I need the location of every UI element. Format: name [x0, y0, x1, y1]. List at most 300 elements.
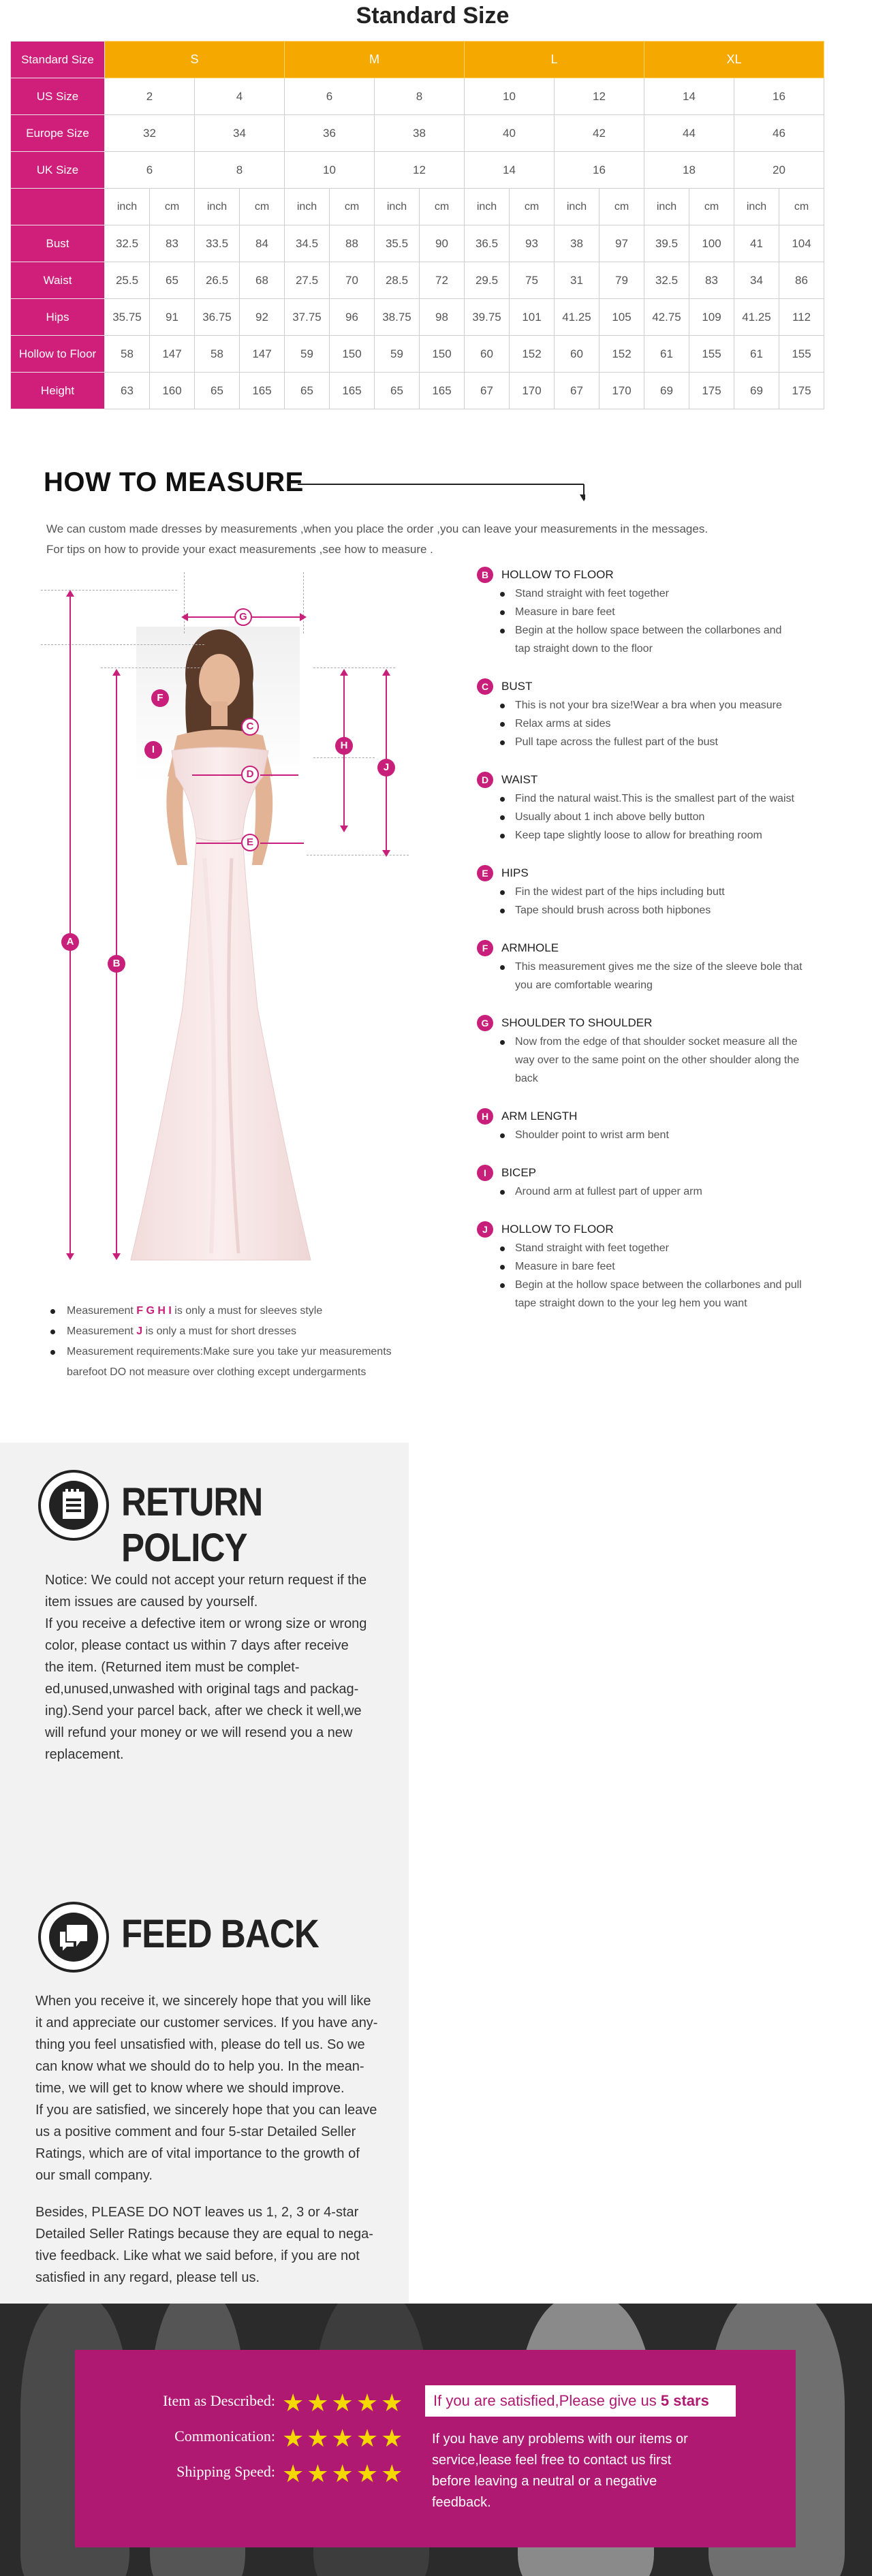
measure-cell: 175	[689, 373, 734, 409]
measure-cell: 70	[330, 262, 375, 299]
measure-cell: 101	[510, 299, 555, 336]
guide-line	[184, 572, 185, 633]
measure-cell: 147	[150, 336, 195, 373]
measure-cell: 41.25	[555, 299, 600, 336]
text-line: will refund your money or we will resend you a new	[45, 1725, 353, 1740]
text-line: before leaving a neutral or a negative	[432, 2474, 657, 2489]
measure-badge-d: D	[241, 766, 259, 783]
size-row	[11, 78, 824, 115]
size-cell: 40	[465, 115, 555, 152]
measurement-heading	[477, 770, 845, 789]
measure-row	[11, 299, 824, 336]
text-line: the item. (Returned item must be complet-	[45, 1660, 300, 1675]
measure-cell: 36.75	[195, 299, 240, 336]
measurement-bullet	[515, 584, 845, 603]
size-group-header: M	[285, 42, 465, 78]
row-label: Europe Size	[11, 115, 105, 152]
measure-cell: 100	[689, 225, 734, 262]
intro-line: We can custom made dresses by measurements ,when you place the order ,you can leave your measurements in the messages.	[46, 522, 708, 535]
measure-cell: 42.75	[644, 299, 689, 336]
measurement-letter-badge: D	[477, 772, 493, 788]
size-cell: 20	[734, 152, 824, 189]
measure-cell: 36.5	[465, 225, 510, 262]
measurement-notes	[46, 1301, 455, 1383]
guide-line	[303, 572, 304, 633]
text-line: Ratings, which are of vital importance to the growth of	[35, 2146, 360, 2161]
measurement-bullet	[515, 1182, 845, 1201]
size-chart-title: Standard Size	[356, 3, 510, 29]
measure-cell: 61	[734, 336, 779, 373]
note-letters: F G H I	[136, 1305, 172, 1317]
measure-cell: 109	[689, 299, 734, 336]
measure-cell: 41	[734, 225, 779, 262]
dress-measurement-figure	[41, 572, 463, 1294]
note-text: Measurement	[67, 1325, 137, 1337]
feedback-text	[35, 1990, 403, 2186]
measurement-letter-badge: H	[477, 1108, 493, 1125]
bullet-text: Keep tape slightly loose to allow for breathing room	[515, 830, 762, 841]
measurement-letter-badge: B	[477, 567, 493, 583]
size-cell: 6	[105, 152, 195, 189]
bullet-text: Measure in bare feet	[515, 1261, 615, 1272]
row-label: UK Size	[11, 152, 105, 189]
measurement-bullet	[515, 621, 845, 658]
bullet-text: back	[515, 1073, 538, 1084]
measure-cell: 86	[779, 262, 824, 299]
title-arrow-icon	[298, 482, 585, 503]
arrow-up-icon	[340, 669, 348, 676]
measure-cell: 150	[420, 336, 465, 373]
measure-cell: 68	[240, 262, 285, 299]
unit-cell: inch	[285, 189, 330, 225]
measure-badge-c: C	[241, 718, 259, 736]
dress-illustration	[41, 572, 463, 1294]
measurement-item	[477, 939, 845, 994]
unit-cell: cm	[150, 189, 195, 225]
measure-badge-i: I	[144, 741, 162, 759]
row-label: Bust	[11, 225, 105, 262]
five-stars-icon: ★★★★★	[282, 2460, 406, 2487]
measurement-bullet	[515, 901, 845, 920]
measurement-letter-badge: J	[477, 1221, 493, 1238]
unit-row	[11, 189, 824, 225]
measure-cell: 60	[555, 336, 600, 373]
bullet-text: Tape should brush across both hipbones	[515, 905, 711, 916]
bullet-text: Relax arms at sides	[515, 718, 611, 729]
size-cell: 32	[105, 115, 195, 152]
note-text: Measurement requirements:Make sure you take yur measurements	[67, 1346, 392, 1357]
bullet-text: This measurement gives me the size of the sleeve bole that	[515, 961, 803, 973]
measurement-bullet	[515, 789, 845, 808]
rating-label-wrap	[113, 2460, 275, 2487]
measurement-item	[477, 1163, 845, 1201]
return-policy-text	[45, 1569, 399, 1765]
measure-badge-e: E	[241, 834, 259, 851]
bullet-text: This is not your bra size!Wear a bra when you measure	[515, 700, 782, 711]
text-line: ed,unused,unwashed with original tags and packag-	[45, 1682, 359, 1697]
measure-cell: 90	[420, 225, 465, 262]
rating-label: Commonication:	[174, 2428, 275, 2445]
size-cell: 8	[195, 152, 285, 189]
rating-label: Item as Described:	[163, 2392, 275, 2409]
measure-cell: 112	[779, 299, 824, 336]
measure-cell: 155	[689, 336, 734, 373]
measurement-name: ARMHOLE	[501, 941, 559, 954]
return-policy-title: RETURN POLICY	[121, 1480, 263, 1570]
text-line: service,lease feel free to contact us first	[432, 2453, 672, 2468]
unit-cell: inch	[644, 189, 689, 225]
size-cell: 12	[555, 78, 644, 115]
measure-cell: 58	[195, 336, 240, 373]
measurement-heading	[477, 1107, 845, 1126]
size-cell: 16	[555, 152, 644, 189]
measurement-name: HIPS	[501, 866, 529, 879]
text-line: item issues are caused by yourself.	[45, 1595, 258, 1609]
arrow-up-icon	[112, 669, 121, 676]
measure-cell: 65	[285, 373, 330, 409]
unit-cell: cm	[510, 189, 555, 225]
arrow-right-icon	[300, 613, 307, 621]
text-line: feedback.	[432, 2495, 491, 2510]
size-cell: 44	[644, 115, 734, 152]
five-stars-icon: ★★★★★	[282, 2389, 406, 2417]
measure-cell: 35.75	[105, 299, 150, 336]
guide-line	[101, 667, 203, 668]
five-stars-icon: ★★★★★	[282, 2424, 406, 2452]
row-label: Hips	[11, 299, 105, 336]
guide-line	[41, 590, 177, 591]
measurement-name: BICEP	[501, 1166, 537, 1179]
measure-cell: 69	[734, 373, 779, 409]
measure-cell: 35.5	[375, 225, 420, 262]
note-item-continued	[46, 1362, 455, 1383]
corner-label: Standard Size	[11, 42, 105, 78]
hips-measure-line	[196, 843, 241, 844]
size-cell: 8	[375, 78, 465, 115]
size-row	[11, 115, 824, 152]
measure-cell: 92	[240, 299, 285, 336]
measurement-bullet	[515, 1257, 845, 1276]
measurement-bullets	[477, 696, 845, 751]
measure-cell: 93	[510, 225, 555, 262]
measure-cell: 72	[420, 262, 465, 299]
chat-bubble-icon	[38, 1902, 109, 1973]
measure-cell: 91	[150, 299, 195, 336]
measure-row	[11, 373, 824, 409]
arrow-down-icon	[382, 850, 390, 857]
measure-cell: 39.5	[644, 225, 689, 262]
measurement-heading	[477, 1014, 845, 1033]
measure-cell: 65	[195, 373, 240, 409]
bullet-text: you are comfortable wearing	[515, 979, 653, 991]
bullet-text: Shoulder point to wrist arm bent	[515, 1129, 669, 1141]
measurement-bullet	[515, 1033, 845, 1088]
size-cell: 14	[465, 152, 555, 189]
measurement-bullet	[515, 696, 845, 714]
note-text: is only a must for short dresses	[142, 1325, 297, 1337]
measure-cell: 75	[510, 262, 555, 299]
how-to-measure-title: HOW TO MEASURE	[44, 467, 304, 497]
measurement-bullets	[477, 1033, 845, 1088]
text-line: If you have any problems with our items or	[432, 2432, 688, 2447]
height-measure-line	[69, 593, 71, 1257]
measure-cell: 59	[285, 336, 330, 373]
note-text: barefoot DO not measure over clothing except undergarments	[67, 1366, 367, 1378]
arrow-up-icon	[66, 590, 74, 597]
measure-cell: 79	[600, 262, 644, 299]
size-group-header: S	[105, 42, 285, 78]
row-label: Hollow to Floor	[11, 336, 105, 373]
measure-cell: 88	[330, 225, 375, 262]
text-line: ing).Send your parcel back, after we check it well,we	[45, 1703, 362, 1718]
text-line: satisfied in any regard, please tell us.	[35, 2270, 260, 2285]
measure-cell: 155	[779, 336, 824, 373]
measurement-heading	[477, 1163, 845, 1182]
waist-measure-line	[260, 774, 298, 776]
hips-measure-line	[260, 843, 304, 844]
guide-line	[313, 667, 395, 668]
document-icon-inner	[49, 1481, 98, 1530]
rating-label-wrap	[113, 2389, 275, 2417]
measure-badge-g: G	[234, 608, 252, 626]
measurement-bullet	[515, 1126, 845, 1144]
size-cell: 38	[375, 115, 465, 152]
rating-row-shipping-speed	[113, 2460, 433, 2487]
unit-cell: inch	[105, 189, 150, 225]
measure-cell: 175	[779, 373, 824, 409]
measurement-heading	[477, 677, 845, 696]
size-cell: 34	[195, 115, 285, 152]
measure-cell: 25.5	[105, 262, 150, 299]
rating-banner	[0, 2304, 872, 2576]
size-cell: 10	[285, 152, 375, 189]
measurement-letter-badge: G	[477, 1015, 493, 1031]
policy-panel	[0, 1443, 409, 2304]
measurement-letter-badge: E	[477, 865, 493, 881]
measurement-name: SHOULDER TO SHOULDER	[501, 1016, 653, 1029]
size-cell: 14	[644, 78, 734, 115]
bullet-text: Fin the widest part of the hips including butt	[515, 886, 725, 898]
size-chart-table	[10, 41, 824, 409]
measurement-bullets	[477, 1182, 845, 1201]
measure-cell: 152	[600, 336, 644, 373]
measure-cell: 26.5	[195, 262, 240, 299]
text-line: If you receive a defective item or wrong size or wrong	[45, 1616, 367, 1631]
measurement-item	[477, 1014, 845, 1088]
chat-bubble-icon-glyph	[49, 1913, 98, 1962]
measurement-name: WAIST	[501, 773, 538, 786]
rating-row-item-described	[113, 2389, 433, 2417]
document-icon-glyph	[49, 1481, 98, 1530]
note-letters: J	[136, 1325, 143, 1337]
arrow-left-icon	[181, 613, 188, 621]
measurement-item	[477, 1220, 845, 1313]
measurement-item	[477, 770, 845, 845]
measure-cell: 147	[240, 336, 285, 373]
measurement-item	[477, 1107, 845, 1144]
measurement-heading	[477, 1220, 845, 1239]
measurement-letter-badge: I	[477, 1165, 493, 1181]
measure-cell: 96	[330, 299, 375, 336]
unit-cell: inch	[555, 189, 600, 225]
measurement-item	[477, 565, 845, 658]
measurement-item	[477, 677, 845, 751]
text-line: us a positive comment and four 5-star Detailed Seller	[35, 2124, 356, 2139]
size-cell: 42	[555, 115, 644, 152]
note-text: Measurement	[67, 1305, 137, 1317]
text-line: Besides, PLEASE DO NOT leaves us 1, 2, 3 or 4-star	[35, 2205, 359, 2220]
measure-cell: 104	[779, 225, 824, 262]
bullet-text: Find the natural waist.This is the smallest part of the waist	[515, 793, 794, 804]
measure-cell: 29.5	[465, 262, 510, 299]
measure-cell: 67	[465, 373, 510, 409]
measure-cell: 60	[465, 336, 510, 373]
bullet-text: Now from the edge of that shoulder socket measure all the	[515, 1036, 798, 1048]
waist-measure-line	[192, 774, 241, 776]
measure-cell: 63	[105, 373, 150, 409]
bullet-text: tap straight down to the floor	[515, 643, 653, 655]
unit-cell: cm	[689, 189, 734, 225]
measure-cell: 59	[375, 336, 420, 373]
measurement-bullet	[515, 603, 845, 621]
size-row	[11, 152, 824, 189]
satisfied-accent: 5 stars	[660, 2392, 709, 2409]
measure-badge-a: A	[61, 933, 79, 951]
note-item	[67, 1321, 455, 1342]
feedback-text-extra	[35, 2201, 403, 2289]
size-cell: 16	[734, 78, 824, 115]
text-line: time, we will get to know where we should improve.	[35, 2081, 345, 2096]
size-header-row	[11, 42, 824, 78]
note-text: is only a must for sleeves style	[171, 1305, 323, 1317]
measure-cell: 165	[420, 373, 465, 409]
measure-cell: 150	[330, 336, 375, 373]
measure-cell: 98	[420, 299, 465, 336]
measure-cell: 41.25	[734, 299, 779, 336]
measurement-name: HOLLOW TO FLOOR	[501, 568, 614, 581]
measurement-name: ARM LENGTH	[501, 1110, 578, 1122]
measure-cell: 97	[600, 225, 644, 262]
size-cell: 18	[644, 152, 734, 189]
arrow-down-icon	[340, 826, 348, 832]
size-group-header: XL	[644, 42, 824, 78]
unit-cell: cm	[420, 189, 465, 225]
document-icon	[38, 1470, 109, 1541]
size-cell: 46	[734, 115, 824, 152]
bullet-text: Usually about 1 inch above belly button	[515, 811, 705, 823]
measurement-bullet	[515, 714, 845, 733]
measure-cell: 27.5	[285, 262, 330, 299]
measurement-bullet	[515, 1239, 845, 1257]
satisfied-text: If you are satisfied,Please give us	[433, 2392, 661, 2409]
text-line: thing you feel unsatisfied with, please do tell us. So we	[35, 2037, 365, 2052]
measurement-heading	[477, 864, 845, 883]
measurement-item	[477, 864, 845, 920]
measurement-heading	[477, 565, 845, 584]
measure-cell: 67	[555, 373, 600, 409]
text-line: color, please contact us within 7 days after receive	[45, 1638, 349, 1653]
text-line: If you are satisfied, we sincerely hope that you can leave	[35, 2103, 377, 2118]
chat-bubble-icon-inner	[49, 1913, 98, 1962]
row-label: Waist	[11, 262, 105, 299]
measure-cell: 84	[240, 225, 285, 262]
bullet-text: Measure in bare feet	[515, 606, 615, 618]
text-line: can know what we should do to help you. In the mean-	[35, 2059, 364, 2074]
size-cell: 6	[285, 78, 375, 115]
measure-cell: 152	[510, 336, 555, 373]
measurement-bullet	[515, 826, 845, 845]
measurement-letter-badge: F	[477, 940, 493, 956]
measure-cell: 38.75	[375, 299, 420, 336]
measurement-bullet	[515, 733, 845, 751]
measurement-letter-badge: C	[477, 678, 493, 695]
bullet-text: tape straight down to the your leg hem you want	[515, 1298, 747, 1309]
text-line: it and appreciate our customer services. If you have any-	[35, 2015, 378, 2030]
measure-cell: 170	[510, 373, 555, 409]
text-line: replacement.	[45, 1747, 124, 1762]
rating-card	[75, 2350, 796, 2547]
unit-cell: cm	[779, 189, 824, 225]
measure-row	[11, 262, 824, 299]
arrow-down-icon	[112, 1253, 121, 1260]
measurement-bullet	[515, 808, 845, 826]
measure-badge-b: B	[108, 955, 125, 973]
measure-cell: 69	[644, 373, 689, 409]
measure-cell: 33.5	[195, 225, 240, 262]
measurement-name: BUST	[501, 680, 533, 693]
satisfied-message	[425, 2385, 736, 2417]
measure-cell: 58	[105, 336, 150, 373]
measurement-bullets	[477, 584, 845, 658]
measurement-bullet	[515, 958, 845, 994]
size-cell: 10	[465, 78, 555, 115]
intro-line: For tips on how to provide your exact measurements ,see how to measure .	[46, 543, 433, 556]
bullet-text: Begin at the hollow space between the collarbones and pull	[515, 1279, 802, 1291]
measure-cell: 160	[150, 373, 195, 409]
measure-cell: 32.5	[105, 225, 150, 262]
measurement-bullets	[477, 883, 845, 920]
how-to-measure-section	[0, 450, 872, 1417]
feedback-title: FEED BACK	[121, 1912, 319, 1956]
unit-cell: inch	[465, 189, 510, 225]
row-label	[11, 189, 105, 225]
row-label: US Size	[11, 78, 105, 115]
measure-cell: 37.75	[285, 299, 330, 336]
size-cell: 36	[285, 115, 375, 152]
measurement-bullets	[477, 1239, 845, 1313]
row-label: Height	[11, 373, 105, 409]
measure-cell: 170	[600, 373, 644, 409]
unit-cell: inch	[375, 189, 420, 225]
measure-cell: 65	[375, 373, 420, 409]
arrow-up-icon	[382, 669, 390, 676]
measure-cell: 31	[555, 262, 600, 299]
bullet-text: Begin at the hollow space between the collarbones and	[515, 625, 782, 636]
measure-cell: 34.5	[285, 225, 330, 262]
text-line: Detailed Seller Ratings because they are equal to nega-	[35, 2227, 373, 2242]
unit-cell: cm	[240, 189, 285, 225]
text-line: tive feedback. Like what we said before, if you are not	[35, 2248, 360, 2263]
measurement-heading	[477, 939, 845, 958]
unit-cell: inch	[195, 189, 240, 225]
measure-badge-j: J	[377, 759, 395, 776]
measure-cell: 38	[555, 225, 600, 262]
note-item	[67, 1342, 455, 1362]
guide-line	[41, 644, 204, 645]
measure-cell: 83	[150, 225, 195, 262]
measure-row	[11, 336, 824, 373]
bullet-text: Around arm at fullest part of upper arm	[515, 1186, 702, 1197]
